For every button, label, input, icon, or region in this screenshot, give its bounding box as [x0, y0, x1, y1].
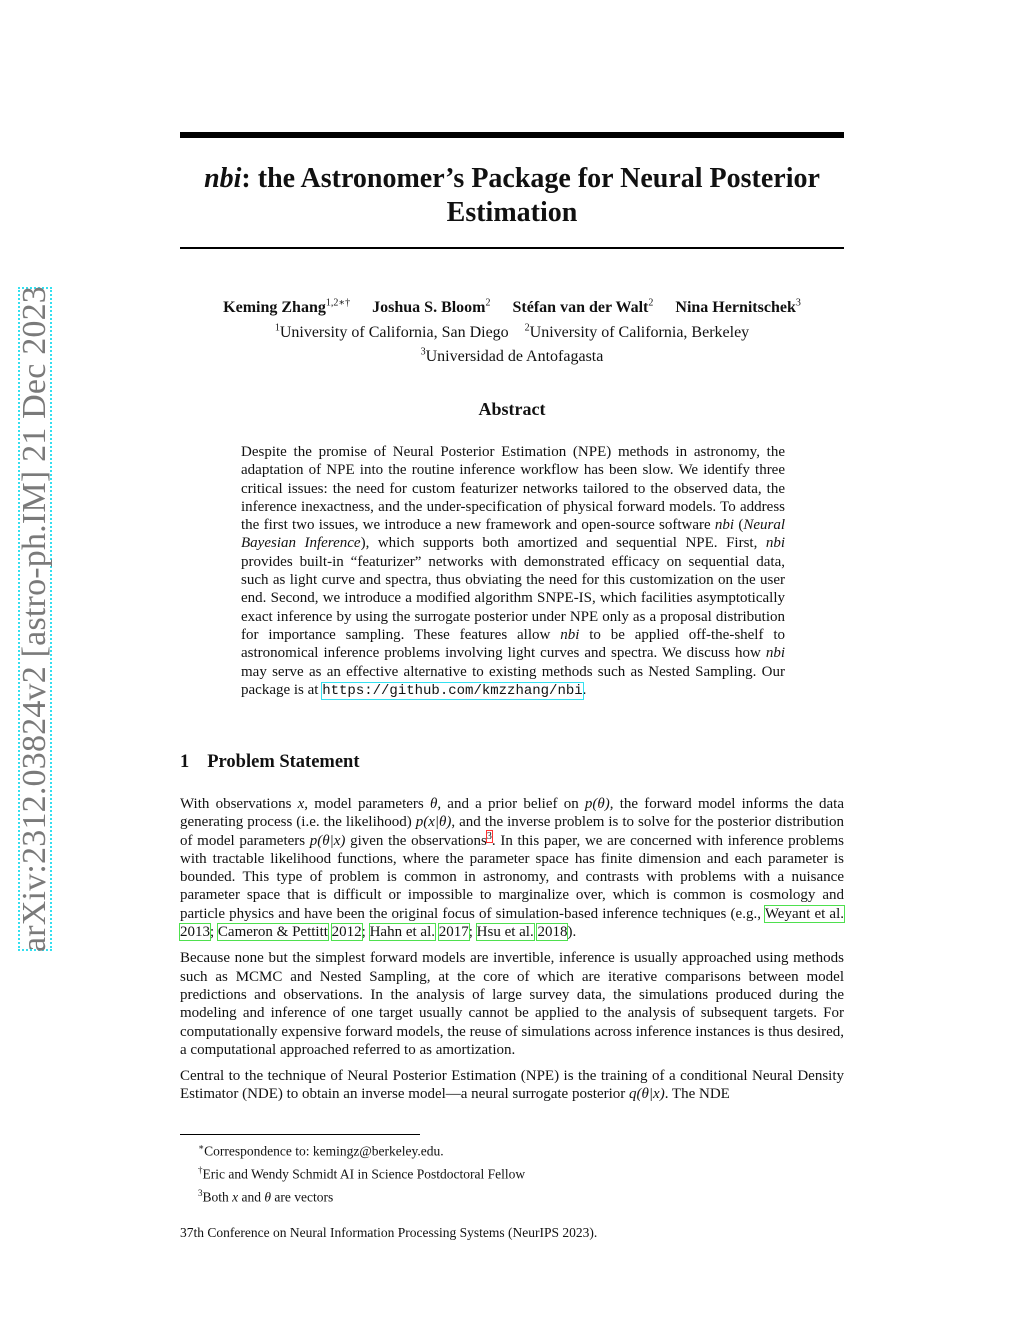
arxiv-identifier[interactable]: arXiv:2312.03824v2 [astro-ph.IM] 21 Dec 2023 [16, 285, 54, 953]
citation-link[interactable]: Weyant et al. [764, 905, 845, 922]
citation-link[interactable]: Hsu et al. [476, 924, 534, 941]
footnote-rule [180, 1134, 420, 1135]
affiliation: $^2$University of California, Berkeley [524, 322, 750, 341]
title-text: : the Astronomer’s Package for Neural Posterior Estimation [241, 163, 820, 228]
citation-link[interactable]: Hahn et al. [369, 924, 435, 941]
affiliation: $^1$University of California, San Diego [274, 322, 509, 341]
footnote: †Eric and Wendy Schmidt AI in Science Postdoctoral Fellow [198, 1165, 526, 1182]
abstract-text: Despite the promise of Neural Posterior Estimation (NPE) methods in astronomy, the adaptation of NPE into the routine inference workflow has been slow. We identify three critical issues: the need for custom featurizer networks tailored to the observed data, the inference inexactness, and the under-specification of physical forward models. To address the first two issues, we introduce a new framework and open-source software nbi (Neural Bayesian Inference), which supports both amortized and sequential NPE. First, nbi provides built-in “featurizer” networks with demonstrated efficacy on sequential data, such as light curve and spectra, thus obviating the need for this customization on the user end. Second, we introduce a modified algorithm SNPE-IS, which facilities asymptotically exact inference by using the surrogate posterior under NPE only as a proposal distribution for importance sampling. These features allow nbi to be applied off-the-shelf to astronomical inference problems involving light curves and spectra. We discuss how nbi may serve as an effective alternative to existing methods such as Nested Sampling. Our package is at https://github.com/kmzzhang/nbi. [241, 444, 786, 699]
section-heading: 1 Problem Statement [180, 752, 360, 772]
author-list [180, 294, 844, 318]
conference-note: 37th Conference on Neural Information Processing Systems (NeurIPS 2023). [180, 1225, 598, 1240]
author: Stéfan van der Walt$^2$ [512, 298, 654, 317]
title-package-name: nbi [204, 163, 242, 194]
citation-link[interactable]: 2017 [438, 924, 469, 941]
citation-link[interactable]: 2012 [331, 924, 362, 941]
footnotes [198, 1138, 525, 1207]
author: Joshua S. Bloom$^2$ [372, 298, 491, 317]
github-link[interactable]: https://github.com/kmzzhang/nbi [322, 682, 583, 699]
paper-title [180, 162, 844, 230]
citation-link[interactable]: 2013 [180, 924, 210, 941]
citation-link[interactable]: Cameron & Pettitt [217, 924, 328, 941]
arxiv-stamp[interactable] [18, 287, 52, 951]
title-rule-bottom [180, 247, 844, 249]
citation-link[interactable]: 2018 [537, 924, 568, 941]
footnote: $^3$Both x and θ are vectors [198, 1188, 334, 1205]
affiliation-line [180, 318, 844, 342]
author: Keming Zhang$^{1,2∗\dagger}$ [223, 298, 351, 317]
paragraph: With observations x, model parameters θ, and a prior belief on p(θ), the forward model informs the data generating process (i.e. the likelihood) p(x|θ), and the inverse problem is to solve for the posterior distribution of model parameters p(θ|x) given the observations$^3$. In this paper, we are concerned with inference problems with tractable likelihood functions, where the parameter space has finite dimension and each parameter is bounded. This type of problem is common in astronomy, and contrasts with problems with a nuisance parameter space that is difficult or impossible to marginalize over, which is common is cosmology and particle physics and have been the original focus of simulation-based inference techniques (e.g., Weyant et al. 2013; Cameron & Pettitt 2012; Hahn et al. 2017; Hsu et al. 2018). [180, 796, 845, 941]
author-block [180, 294, 844, 367]
section-body [180, 795, 844, 1112]
abstract-heading: Abstract [478, 399, 546, 419]
paragraph: Central to the technique of Neural Posterior Estimation (NPE) is the training of a conditional Neural Density Estimator (NDE) to obtain an inverse model—a neural surrogate posterior q(θ|x). The NDE [180, 1068, 844, 1103]
title-rule-top [180, 132, 844, 138]
author: Nina Hernitschek$^3$ [675, 298, 801, 317]
paragraph: Because none but the simplest forward models are invertible, inference is usually approached using methods such as MCMC and Nested Sampling, at the core of which are iterative comparisons between model predictions and observations. In the analysis of large survey data, the simulations produced during the modeling and inference of one target usually cannot be applied to the analysis of subsequent targets. For computationally expensive forward models, the reuse of simulations across inference instances is thus desired, a computational approached referred to as amortization. [180, 950, 844, 1058]
affiliation: $^3$Universidad de Antofagasta [420, 346, 604, 365]
footnote-link[interactable]: 3 [486, 830, 492, 842]
affiliation-line [180, 343, 844, 367]
footnote: ∗Correspondence to: kemingz@berkeley.edu. [198, 1142, 444, 1159]
